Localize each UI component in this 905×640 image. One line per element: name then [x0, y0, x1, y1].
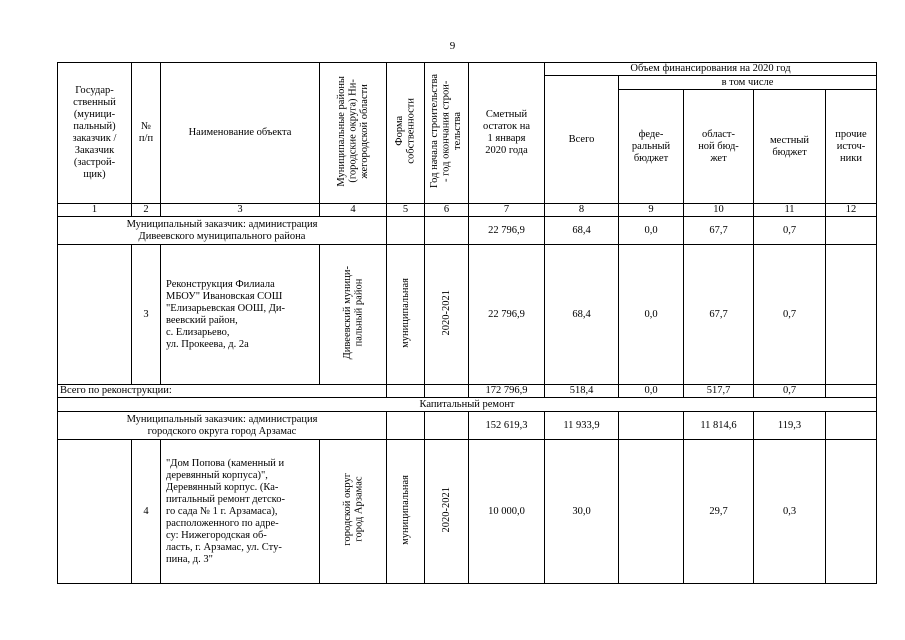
header-object-name: Наименование объекта: [161, 63, 320, 204]
regional-cell: 29,7: [684, 440, 754, 584]
column-number: 12: [826, 204, 877, 217]
header-total: Всего: [545, 76, 619, 204]
column-number: 1: [58, 204, 132, 217]
other-cell: [826, 385, 877, 398]
total-cell: 11 933,9: [545, 412, 619, 440]
table-row: [58, 412, 877, 440]
column-number: 6: [425, 204, 469, 217]
federal-cell: 0,0: [619, 217, 684, 245]
header-regional: област- ной бюд- жет: [684, 90, 754, 204]
header-federal: феде- ральный бюджет: [619, 90, 684, 204]
header-years-text: Год начала строительства - год окончания строи- тельства: [429, 74, 464, 188]
reconstruction-total-label: Всего по реконструкции:: [58, 385, 387, 398]
total-cell: 68,4: [545, 245, 619, 385]
local-cell: 119,3: [754, 412, 826, 440]
total-cell: 518,4: [545, 385, 619, 398]
financing-table: [57, 62, 877, 584]
row-number: 4: [132, 440, 161, 584]
column-number: 8: [545, 204, 619, 217]
years-cell: [425, 245, 469, 385]
regional-cell: 11 814,6: [684, 412, 754, 440]
header-ownership: [387, 63, 425, 204]
table-row: [58, 217, 877, 245]
other-cell: [826, 412, 877, 440]
header-funding-group: Объем финансирования на 2020 год: [545, 63, 877, 76]
table-row: [58, 440, 877, 584]
object-name: "Дом Попова (каменный и деревянный корпуса)", Деревянный корпус. (Ка- питальный ремонт детско- го сада № 1 г. Арзамаса), расположенного по адре- су: Нижегородская об- ласть, г. Арзамас, ул. Сту- пина, д. 3": [161, 440, 320, 584]
regional-cell: 67,7: [684, 217, 754, 245]
estimate-cell: 152 619,3: [469, 412, 545, 440]
local-cell: 0,3: [754, 440, 826, 584]
other-cell: [826, 217, 877, 245]
total-cell: 30,0: [545, 440, 619, 584]
local-cell: 0,7: [754, 245, 826, 385]
object-name: Реконструкция Филиала МБОУ" Ивановская СОШ "Елизарьевская ООШ, Ди- веевский район, с. Елизарьево, ул. Прокеева, д. 2а: [161, 245, 320, 385]
customer-name: Муниципальный заказчик: администрация городского округа город Арзамас: [58, 412, 387, 440]
years-cell: [425, 440, 469, 584]
column-number: 5: [387, 204, 425, 217]
column-number: 4: [320, 204, 387, 217]
header-district-text: Муниципальные районы (городские округа) Ни- жегородской области: [335, 75, 370, 187]
column-number: 7: [469, 204, 545, 217]
column-number: 11: [754, 204, 826, 217]
ownership-cell: [387, 440, 425, 584]
years-text: 2020-2021: [440, 289, 452, 336]
local-cell: 0,7: [754, 385, 826, 398]
years-text: 2020-2021: [440, 486, 452, 533]
other-cell: [826, 440, 877, 584]
header-customer: Государ- ственный (муници- пальный) заказчик / Заказчик (застрой- щик): [58, 63, 132, 204]
regional-cell: 67,7: [684, 245, 754, 385]
header-years: [425, 63, 469, 204]
header-other: прочие источ- ники: [826, 90, 877, 204]
ownership-cell: [387, 245, 425, 385]
federal-cell: [619, 412, 684, 440]
total-cell: 68,4: [545, 217, 619, 245]
column-numbers-row: [58, 204, 877, 217]
column-number: 3: [161, 204, 320, 217]
header-ownership-text: Форма собственности: [394, 98, 417, 164]
header-local: местный бюджет: [754, 90, 826, 204]
local-cell: 0,7: [754, 217, 826, 245]
column-number: 2: [132, 204, 161, 217]
column-number: 10: [684, 204, 754, 217]
header-estimate: Сметный остаток на 1 января 2020 года: [469, 63, 545, 204]
estimate-cell: 22 796,9: [469, 245, 545, 385]
section-title: Капитальный ремонт: [58, 398, 877, 412]
district-text: городской округ город Арзамас: [341, 473, 364, 546]
estimate-cell: 22 796,9: [469, 217, 545, 245]
federal-cell: 0,0: [619, 245, 684, 385]
federal-cell: 0,0: [619, 385, 684, 398]
other-cell: [826, 245, 877, 385]
header-number: № п/п: [132, 63, 161, 204]
table-row: [58, 245, 877, 385]
estimate-cell: 10 000,0: [469, 440, 545, 584]
ownership-text: муниципальная: [399, 277, 411, 348]
section-row: [58, 398, 877, 412]
regional-cell: 517,7: [684, 385, 754, 398]
table-row: [58, 385, 877, 398]
header-including: в том числе: [619, 76, 877, 90]
page-number: 9: [449, 40, 456, 52]
column-number: 9: [619, 204, 684, 217]
district-text: Дивеевский муници- пальный район: [341, 265, 364, 360]
estimate-cell: 172 796,9: [469, 385, 545, 398]
customer-name: Муниципальный заказчик: администрация Дивеевского муниципального района: [58, 217, 387, 245]
district-cell: [320, 245, 387, 385]
district-cell: [320, 440, 387, 584]
federal-cell: [619, 440, 684, 584]
header-district: [320, 63, 387, 204]
row-number: 3: [132, 245, 161, 385]
ownership-text: муниципальная: [399, 474, 411, 545]
